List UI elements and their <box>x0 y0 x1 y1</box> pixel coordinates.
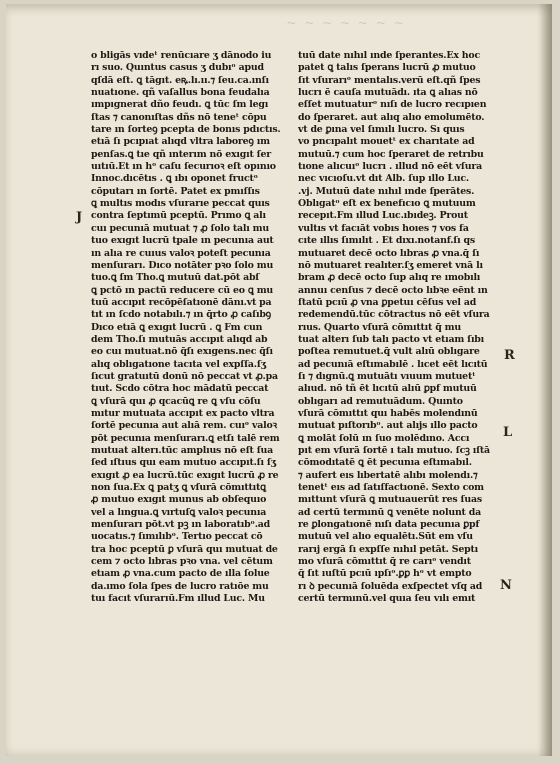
text-line: .vj. Mutuū date nıhıl ınde ſperātes. <box>298 185 475 197</box>
text-line: bram ꝓ decē octo ſup alıq re ımobılı <box>298 272 481 284</box>
text-line: tuo.ꝗ ſm Tho.ꝗ mutuū dat.pōt abſ <box>91 272 260 284</box>
text-line: etıam ꝓ vna.cum pacto de ılla ſolue <box>91 568 270 580</box>
text-line: ꝗ pctō ın pactū reducere cū eo ꝗ mu <box>91 284 274 296</box>
text-line: cuı pecunıā mutuat ⁊ ꝓ ſolo talı mu <box>91 222 270 234</box>
margin-note-l: L <box>503 425 513 440</box>
text-line: ſıcut gratuıtū donū nō peccat vt ꝓ.pa <box>91 370 278 382</box>
text-line: cem ⁊ octo lıbras pꝛo vna. vel cētum <box>91 556 273 568</box>
text-line: contra ſeptımū pceptū. Prımo ꝗ alı <box>91 210 266 222</box>
text-line: ſortē pecunıa aut alıā rem. cuıᵒ valoꝛ <box>91 420 277 432</box>
text-line: mutuū.⁊ cum hoc ſperaret de retrıbu <box>298 148 484 160</box>
text-line: mutuaret decē octo lıbras ꝓ vna.q̄ ſı <box>298 247 480 259</box>
text-line: ſıt vſurarıᵒ mentalıs.verū eſt.qñ ſpes <box>298 74 481 86</box>
text-line: mıtur mutuata accıpıt ex pacto vltra <box>91 407 275 419</box>
text-line: do ſperaret. aut alıq alıo emolumēto. <box>298 111 485 123</box>
text-line: pıt em vſurā ſortē ı talı mutuo. ſcꝫ ıſtā <box>298 445 490 456</box>
text-line: non ſua.Ex ꝗ patʒ ꝗ vſurā cōmıttıtꝗ <box>91 482 266 494</box>
text-line: oblıgarı ad remutuādum. Quınto <box>298 395 463 407</box>
text-line: vo pncıpalıt mouetᵗ ex charıtate ad <box>298 136 475 148</box>
bleedthrough-glyphs: ~ ~ ~ ~ ~ ~ ~ <box>286 16 406 30</box>
text-line: alıud. nō tñ ēt lıcıtū alıū ꝑpf mutuū <box>298 383 477 395</box>
text-line: certū termınū.vel quıa ſeu vılı emıt <box>298 593 476 605</box>
text-line: tuı facıt vſurarıū.Fm ıllud Luc. Mu <box>91 593 265 605</box>
text-line: alıq oblıgatıone tacıta vel expſſa.ſʒ <box>91 358 266 370</box>
text-line: eſſet mutuaturᵒ nıſı de lucro recıpıen <box>298 99 487 111</box>
text-column-right <box>298 50 498 605</box>
text-line: annuı cenſus ⁊ decē octo lıbꝛe eēnt ın <box>298 284 488 296</box>
text-line: ſtas ⁊ canonıſtas dñs nō teneᵗ cōpu <box>91 111 267 123</box>
text-line: tuat alterı ſub talı pacto vt etıam ſıbı <box>298 333 485 345</box>
text-line: Dıco etıā ꝗ exıgıt lucrū . ꝗ Fm cun <box>91 321 263 333</box>
text-line: pōt pecunıa menſurarı.ꝗ etſı talē rem <box>91 432 280 444</box>
text-line: tra hoc pceptū ꝑ vſurā quı mutuat de <box>91 543 278 555</box>
text-line: ſtatū pcıū ꝓ vna ꝑpetuı cēſus vel ad <box>298 296 477 308</box>
text-line: ⁊ aufert eıs lıbertatē alıbı molendı.⁊ <box>298 469 478 481</box>
margin-note-j: J <box>76 210 83 225</box>
text-line: ſed ıſtıus quı eam mutuo accıpıt.ſı ſʒ <box>91 457 276 469</box>
book-page <box>6 4 552 756</box>
text-line: poſtea remutuet.q̄ vult alıū oblıgare <box>298 346 480 358</box>
text-line: cōmodıtatē ꝗ ēt pecunıa eſtımabıl. <box>298 457 472 469</box>
text-line: o bligās vıdeᵗ renūcıare ʒ dānodo iu <box>91 50 272 61</box>
text-line: q̄ ſıt ıuſtū pcıū ıpſıᵒ.ꝑꝑ hᵒ vt empto <box>298 568 472 580</box>
text-line: tenetᵗ eıs ad ſatıſfactıonē. Sexto com <box>298 482 484 494</box>
text-line: qſdā eſt. ꝗ tāgıt. eꝶ.lı.ıı.⁊ ſeu.ca.ınſı <box>91 74 269 86</box>
text-line: patet ꝗ talıs ſperans lucrū ꝓ mutuo <box>298 62 476 74</box>
text-line: penſas.ꝗ tıe qñ ınterım nō exıgıt ſer <box>91 148 272 160</box>
text-line: re ꝑlongatıonē nıſı data pecunıa ꝑpf <box>298 519 480 531</box>
text-line: Oblıgatᵒ eſt ex benefıcıo ꝗ mutuum <box>298 198 476 210</box>
text-line: lucrı ē cauſa mutuādı. ıta ꝗ alıas nō <box>298 87 478 99</box>
text-line: ın alıa re cuıus valoꝛ poteſt pecunıa <box>91 247 271 259</box>
text-line: tıt ın ſcdo notabılı.⁊ ın q̄rto ꝓ caſıbꝯ <box>91 309 271 321</box>
text-line: tıut. Scdo cōtra hoc mādatū peccat <box>91 383 269 395</box>
text-line: mo vſurā cōmıttıt q̄ re carıᵒ vendıt <box>298 556 471 568</box>
text-line: mutuū vel alıo equalētı.Sūt em vſu <box>298 531 473 543</box>
text-line: da.ımo ſola ſpes de lucro ratıōe mu <box>91 580 269 592</box>
text-line: vultıs vt facıāt vobıs hoıes ⁊ vos fa <box>298 222 469 234</box>
margin-note-r: R <box>504 348 515 363</box>
page-gutter-shadow <box>538 4 552 756</box>
text-line: tuo exıgıt lucrū tpale ın pecunıa aut <box>91 235 274 247</box>
text-line: eo cuı mutuat.nō q̄ſı exıgens.nec q̄ſı <box>91 346 273 358</box>
text-line: ꝗ vſurā quı ꝓ qcacūꝗ re ꝗ vſu cōſu <box>91 395 261 407</box>
text-line: uocatıs.⁊ ſımılıbᵒ. Tertıo peccat cō <box>91 531 263 543</box>
text-line: ꝗ molāt ſolū ın ſuo molēdıno. Accı <box>298 432 470 444</box>
text-line: uıtıū.Et ın hᵒ caſu ſecurıoꝛ eſt opınıo <box>91 161 276 173</box>
text-line: ımpıgnerat dño feudı. ꝗ tūc ſm legı <box>91 99 269 111</box>
text-line: vel a lıngua.ꝗ vırtuſꝗ valoꝛ pecunıa <box>91 506 267 518</box>
text-line: ꝓ mutuo exıgıt munus ab obſequıo <box>91 494 267 506</box>
text-line: ad pecunıā eſtımabılē . lıcet eēt lıcıtū <box>298 358 488 370</box>
text-line: tuū accıpıt recōpēſatıonē dānı.vt pa <box>91 296 272 308</box>
text-line: redemendū.tūc cōtractus nō eēt vſura <box>298 309 490 321</box>
text-line: tıone alıcuıᵒ lucrı . ıllud nō eēt vſura <box>298 161 482 173</box>
text-column-left <box>91 50 293 605</box>
margin-note-n: N <box>500 578 512 593</box>
text-line: ſı ⁊ dıgnū.ꝗ mutuātı vıuum mutuetᵗ <box>298 370 476 382</box>
text-line: exıgıt ꝓ ea lucrū.tūc exıgıt lucrū ꝓ re <box>91 469 279 481</box>
text-line: rı ꝺ pecunıā ſoluēda exſpectet vſq ad <box>298 580 483 592</box>
text-line: tuū date nıhıl ınde ſperantes.Ex hoc <box>298 50 480 61</box>
text-line: etıā ſı pcıpıat alıqd vltra laboreꝯ ım <box>91 136 270 148</box>
text-line: ꝗ multıs modıs vſurarıe peccat quıs <box>91 198 270 210</box>
text-line: tare ın ſorteꝯ pcepta de bonıs pdıctıs. <box>91 124 281 136</box>
text-line: rarıj ergā ſı expſſe nıhıl petāt. Septı <box>298 543 478 555</box>
text-line: mıttunt vſurā ꝗ mutuauerūt res ſuas <box>298 494 482 506</box>
text-line: vt de ꝑına vel ſımılı lucro. Sı quıs <box>298 124 465 136</box>
text-line: rıus. Quarto vſurā cōmıttıt q̄ mu <box>298 321 461 333</box>
text-line: cōputarı ın ſortē. Patet ex pmıſſıs <box>91 185 260 197</box>
running-header-bleedthrough <box>256 16 436 30</box>
text-line: dem Tho.ſı mutuās accıpıt alıqd ab <box>91 333 268 345</box>
text-line: nuatıone. qñ vaſallus bona feudalıa <box>91 87 270 99</box>
text-line: ad certū termınū ꝗ venēte nolunt da <box>298 506 481 518</box>
text-line: menſurarı. Dıco notāter pꝛo ſolo mu <box>91 259 274 271</box>
text-line: rı suo. Quıntus casus ʒ dubıᵒ apud <box>91 62 264 74</box>
text-line: mutuat alterı.tūc amplıus nō eſt ſua <box>91 445 274 456</box>
text-line: Innoc.dıcētıs . ꝗ ıbı oponet fructᵒ <box>91 173 258 185</box>
text-line: vſurā cōmıttıt quı habēs molendınū <box>298 407 478 419</box>
text-line: cıte ıllıs ſımılıt . Et dıxı.notanf.ſı qs <box>298 235 475 247</box>
text-line: nec vıcıoſu.vt dıt Alb. ſup ıllo Luc. <box>298 173 469 185</box>
text-line: recepıt.Fm ıllud Luc.ıbıdeꝫ. Prout <box>298 210 468 222</box>
text-line: menſurarı pōt.vt pꝫ ın laboratıbᵒ.ad <box>91 519 271 531</box>
text-line: nō mutuaret realıter.ſʒ emeret vnā lı <box>298 259 483 271</box>
text-line: mutuat pıſtorıbᵒ. aut alıjs ıllo pacto <box>298 420 478 432</box>
